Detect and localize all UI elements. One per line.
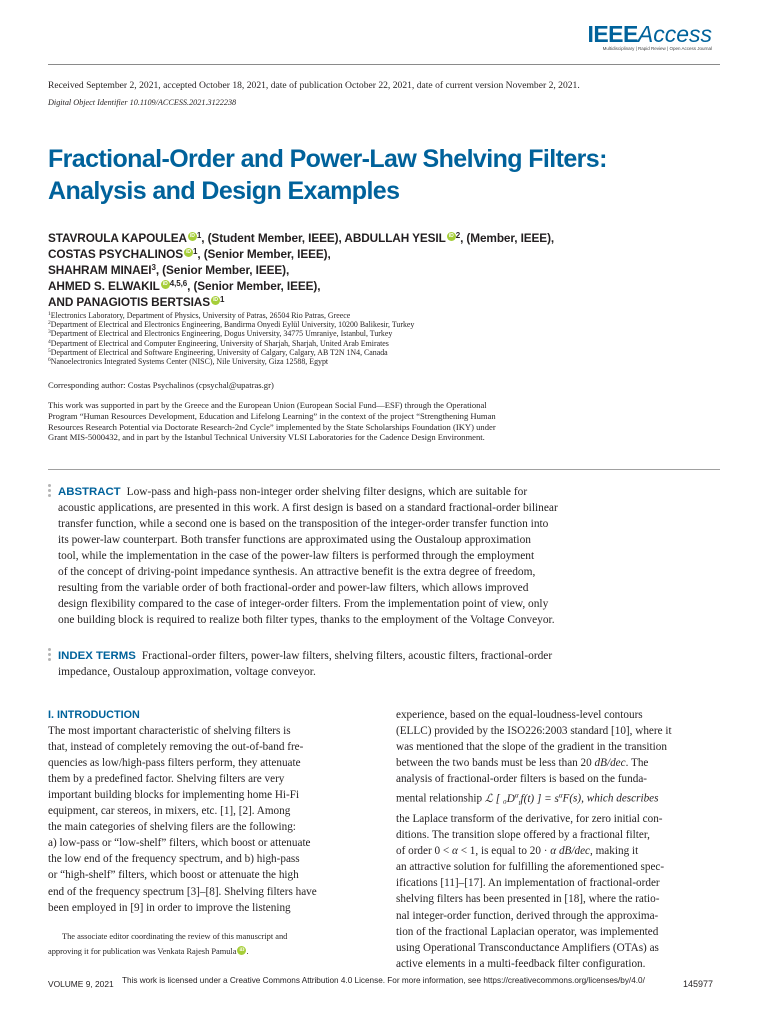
body-line: an attractive solution for fulfilling the aforementioned spec- [396, 861, 665, 874]
body-line: a) low-pass or “low-shelf” filters, which boost or attenuate [48, 837, 311, 850]
affil-num: 1 [48, 311, 51, 317]
abstract [58, 484, 628, 628]
body-line: tion of the fractional Laplacian operator, was implemented [396, 925, 659, 938]
body-line: active elements in a multi-feedback filter configuration. [396, 957, 646, 970]
abstract-line: one building block is required to realize both filter types, thanks to the employment of the Voltage Conveyor. [58, 614, 555, 626]
logo-tagline: Multidisciplinary | Rapid Review | Open Access Journal [602, 46, 712, 51]
funding-line: Grant MIS-5000432, and in part by the Istanbul Technical University VLSI Laboratories for the Cadence Design Environment. [48, 432, 485, 443]
member-grade: , (Member, IEEE), [460, 231, 555, 245]
body-line: experience, based on the equal-loudness-level contours [396, 709, 643, 721]
text-run: mental relationship [396, 792, 483, 805]
affiliation-item [48, 311, 728, 320]
affiliation-list [48, 311, 728, 366]
author-name[interactable]: SHAHRAM MINAEI [48, 263, 152, 277]
body-line: them by a predefined factor. Shelving filters are very [48, 773, 285, 786]
member-grade: , (Senior Member, IEEE), [197, 247, 331, 261]
body-line [396, 787, 720, 811]
affil-num: 6 [48, 357, 51, 364]
body-line: shelving filters has been presented in [18], where the ratio- [396, 893, 660, 906]
body-line: that, instead of completely removing the out-of-band fre- [48, 741, 304, 754]
abstract-line: its power-law counterpart. Both transfer functions are approximated using the Oustaloup approximation [58, 534, 531, 546]
footnote-text: approving it for publication was Venkata Rajesh Pamula [48, 947, 237, 956]
orcid-icon[interactable]: iD [239, 948, 245, 953]
corresponding-author: Corresponding author: Costas Psychalinos (cpsychal@upatras.gr) [48, 380, 274, 390]
funding-line: Resources Research Potential via Doctorate Research-2nd Cycle” implemented by the State Scholarships Foundation (IKY) under [48, 421, 496, 432]
footnote-line: The associate editor coordinating the review of this manuscript and [62, 932, 288, 941]
body-line: the main categories of shelving filers are the following: [48, 821, 296, 834]
affil-num: 2 [48, 320, 51, 327]
abstract-line: tool, while the implementation in the case of the power-law filters is performed through the employment [58, 550, 535, 562]
footer-page-number: 145977 [683, 979, 714, 989]
math-run: f(t) ] = s [520, 792, 559, 805]
paper-title [48, 143, 728, 207]
orcid-icon[interactable]: iD [161, 280, 170, 289]
author-name[interactable]: ABDULLAH YESIL [344, 231, 446, 245]
body-line: analysis of fractional-order filters is based on the funda- [396, 773, 648, 786]
math-formula [484, 791, 563, 808]
body-column-left [48, 707, 370, 916]
funding-line: Program “Human Resources Development, Education and Lifelong Learning” in the context of the project “Strengthening Human [48, 410, 496, 421]
author-name[interactable]: COSTAS PSYCHALINOS [48, 247, 183, 261]
body-line: nal integer-order function, derived through the approxima- [396, 909, 659, 922]
index-text: Fractional-order filters, power-law filters, shelving filters, acoustic filters, fractional-order [141, 650, 553, 662]
text-run: < 1, is equal to 20 · [457, 845, 551, 858]
math-run: ℒ [ ₀D [484, 792, 515, 805]
affiliation-item [48, 348, 728, 357]
text-run: between the two bands must be less than 20 [396, 757, 592, 770]
author-list [48, 230, 748, 310]
footnote-line: approving it for publication was Venkata Rajesh Pamula iD . [48, 947, 249, 956]
body-line: ditions. The transition slope offered by a fractional filter, [396, 829, 650, 842]
author-line-1 [48, 230, 748, 246]
affil-ref: 1 [192, 247, 198, 256]
text-run: , making it [590, 845, 639, 858]
dots-icon [48, 484, 51, 499]
funding-note [48, 400, 728, 443]
abstract-line: of the concept of driving-point impedance synthesis. An attractive benefit is the extra degree of freedom, [58, 566, 536, 578]
orcid-icon[interactable]: iD [447, 232, 456, 241]
author-line-3 [48, 262, 748, 278]
affil-ref: 1 [196, 231, 202, 240]
text-run: . The [625, 757, 649, 770]
affil-text: Department of Electrical and Computer Engineering, University of Sharjah, Sharjah, United Arab Emirates [50, 338, 389, 348]
index-terms-heading: INDEX TERMS [58, 650, 136, 662]
body-line: the low end of the frequency spectrum, and b) high-pass [48, 853, 300, 866]
body-line: equipment, car stereos, in mixers, etc. [1], [2]. Among [48, 805, 291, 818]
abstract-heading: ABSTRACT [58, 486, 121, 498]
footer-license[interactable]: This work is licensed under a Creative Commons Attribution 4.0 License. For more information, see https://creativecommons.org/licenses/by/4.0/ [122, 976, 645, 985]
index-line: impedance, Oustaloup approximation, voltage conveyor. [58, 666, 316, 678]
dots-icon [48, 648, 51, 663]
author-line-4 [48, 278, 748, 294]
affil-ref: 2 [455, 231, 461, 240]
affil-text: Electronics Laboratory, Department of Physics, University of Patras, 26504 Rio Patras, Greece [50, 311, 351, 320]
member-grade: , (Senior Member, IEEE), [187, 279, 321, 293]
text-run: F(s), which describes [562, 792, 659, 805]
affiliation-item [48, 320, 728, 329]
body-line: ifications [11]–[17]. An implementation of fractional-order [396, 877, 660, 890]
body-line: the Laplace transform of the derivative, for zero initial con- [396, 813, 663, 826]
body-line: been employed in [9] in order to improve the listening [48, 901, 291, 914]
body-column-right [396, 707, 720, 972]
doi-line[interactable]: Digital Object Identifier 10.1109/ACCESS.2021.3122238 [48, 98, 237, 107]
math-run: t [518, 799, 521, 808]
orcid-icon[interactable]: iD [211, 296, 220, 305]
member-grade: , (Senior Member, IEEE), [155, 263, 290, 277]
math-run: α [558, 791, 563, 800]
affiliation-item [48, 329, 728, 338]
received-dates: Received September 2, 2021, accepted October 18, 2021, date of publication October 22, 2021, date of current version November 2, 2021. [48, 80, 580, 91]
math-run: α [514, 791, 519, 800]
abstract-line: resulting from the variable order of both fractional-order and power-law filters, which allows improved [58, 582, 529, 594]
body-line [396, 755, 720, 771]
funding-line: This work was supported in part by the Greece and the European Union (European Social Fund—ESF) through the Operational [48, 400, 487, 410]
body-line: The most important characteristic of shelving filters is [48, 725, 291, 738]
affil-text: Department of Electrical and Electronics Engineering, Bandirma Onyedi Eylül University, 10200 Balikesir, Turkey [50, 320, 415, 330]
math-run: α dB/dec [550, 845, 591, 858]
affil-num: 5 [48, 347, 51, 354]
abstract-line: transfer function, while a second one is based on the transposition of the integer-order transfer function into [58, 518, 549, 530]
body-line [396, 843, 720, 859]
section-heading: I. INTRODUCTION [48, 709, 140, 721]
abstract-line [58, 484, 628, 500]
index-line [58, 648, 628, 664]
author-name[interactable]: STAVROULA KAPOULEA [48, 231, 187, 245]
body-line: was mentioned that the slope of the gradient in the transition [396, 741, 667, 754]
text-run: of order 0 < [396, 845, 453, 858]
body-line: or “high-shelf” filters, which boost or attenuate the high [48, 869, 299, 882]
author-name[interactable]: AHMED S. ELWAKIL [48, 279, 160, 293]
abstract-line: acoustic applications, are presented in this work. A first design is based on a standard fractional-order bilinear [58, 502, 558, 514]
body-line: (ELLC) provided by the ISO226:2003 standard [10], where it [396, 725, 672, 738]
affil-ref: 1 [220, 295, 225, 304]
title-line-2: Analysis and Design Examples [48, 177, 400, 205]
body-line: important building blocks for implementing home Hi-Fi [48, 789, 300, 802]
orcid-icon[interactable]: iD [184, 248, 193, 257]
math-run: dB/dec [594, 757, 626, 770]
logo-access: Access [637, 21, 712, 47]
affil-num: 3 [48, 329, 51, 336]
editor-footnote [48, 929, 370, 959]
section-rule [48, 469, 720, 470]
affiliation-item [48, 357, 728, 366]
abstract-line: design flexibility compared to the case of integer-order filters. From the implementation point of view, only [58, 598, 549, 610]
affiliation-item [48, 339, 728, 348]
author-line-2 [48, 246, 748, 262]
affil-text: Nanoelectronics Integrated Systems Center (NISC), Nile University, Giza 12588, Egypt [50, 357, 329, 367]
body-line: end of the frequency spectrum [3]–[8]. Shelving filters have [48, 885, 317, 898]
affil-num: 4 [48, 338, 51, 345]
orcid-icon[interactable]: iD [188, 232, 197, 241]
journal-logo [587, 22, 712, 52]
logo-ieee: IEEE [587, 21, 638, 47]
abstract-text: Low-pass and high-pass non-integer order shelving filter designs, which are suitable for [126, 486, 528, 498]
body-line: quencies as low/high-pass filters perform, they attenuate [48, 757, 301, 770]
index-terms [58, 648, 628, 680]
title-line-1: Fractional-Order and Power-Law Shelving Filters: [48, 145, 607, 173]
affil-ref: 3 [151, 263, 156, 272]
affil-text: Department of Electrical and Software Engineering, University of Calgary, Calgary, AB T2N 1N4, Canada [50, 347, 388, 357]
footer-volume: VOLUME 9, 2021 [48, 979, 114, 989]
affil-text: Department of Electrical and Electronics Engineering, Dogus University, 34775 Umraniye, Istanbul, Turkey [50, 329, 393, 339]
header-rule [48, 64, 720, 65]
body-line: using Operational Transconductance Amplifiers (OTAs) as [396, 941, 659, 954]
math-run: α [452, 845, 458, 858]
author-name[interactable]: AND PANAGIOTIS BERTSIAS [48, 295, 210, 309]
affil-ref: 4,5,6 [169, 279, 188, 288]
author-line-5 [48, 294, 748, 310]
member-grade: , (Student Member, IEEE), [201, 231, 342, 245]
